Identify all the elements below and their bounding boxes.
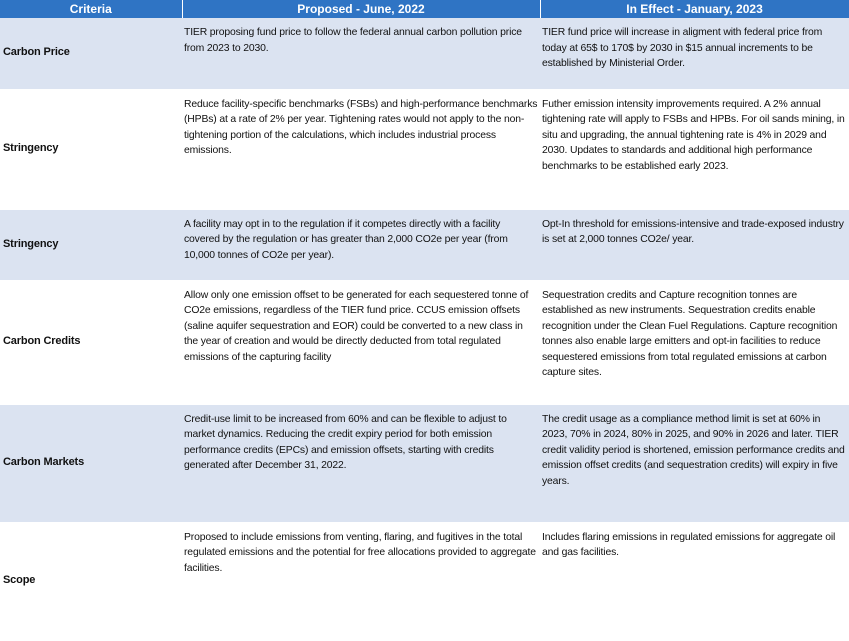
row-proposed: A facility may opt in to the regulation if it competes directly with a facility covered by the regulation or has greater than 2,000 CO2e per year (from 10,000 tonnes of CO2e per year). (182, 209, 540, 280)
header-in-effect: In Effect - January, 2023 (540, 0, 849, 18)
row-criteria: Carbon Credits (0, 280, 182, 404)
row-in-effect: TIER fund price will increase in aligment with federal price from today at 65$ to 170$ by 2030 in $15 annual increments to be established by Ministerial Order. (540, 18, 849, 89)
header-proposed: Proposed - June, 2022 (182, 0, 540, 18)
row-in-effect: Futher emission intensity improvements required. A 2% annual tightening rate will apply to FSBs and HPBs. For oil sands mining, in situ and upgrading, the annual tightening rate is 4% in 2029 and 2030. Updates to standards and additional high performance benchmarks to be established early 2023. (540, 89, 849, 209)
row-criteria: Scope (0, 522, 182, 640)
row-proposed: Proposed to include emissions from venting, flaring, and fugitives in the total regulated emissions and the potential for free allocations provided to aggregate facilities. (182, 522, 540, 640)
table-row (0, 522, 849, 640)
table-row (0, 209, 849, 280)
row-proposed: Credit-use limit to be increased from 60% and can be flexible to adjust to market dynamics. Reducing the credit expiry period for both emission performance credits (EPCs) and emission offsets, starting with credits generated after December 31, 2022. (182, 404, 540, 522)
row-criteria: Stringency (0, 89, 182, 209)
row-criteria: Carbon Price (0, 18, 182, 89)
row-proposed: Reduce facility-specific benchmarks (FSBs) and high-performance benchmarks (HPBs) at a rate of 2% per year. Tightening rates would not apply to the non-tightening portion of the calculations, which includes industrial process emissions. (182, 89, 540, 209)
table-row (0, 404, 849, 522)
row-in-effect: Sequestration credits and Capture recognition tonnes are established as new instruments. Sequestration credits enable recognition under the Clean Fuel Regulations. Capture recognition tonnes also enable large emitters and opt-in facilities to reduce sequestered emissions from total regulated emissions at carbon capture sites. (540, 280, 849, 404)
row-proposed: TIER proposing fund price to follow the federal annual carbon pollution price from 2023 to 2030. (182, 18, 540, 89)
table-row (0, 280, 849, 404)
row-in-effect: The credit usage as a compliance method limit is set at 60% in 2023, 70% in 2024, 80% in 2025, and 90% in 2026 and later. TIER credit validity period is shortened, emission performance credits and emission offset credits (and sequestration credits) will expiry in five years. (540, 404, 849, 522)
row-in-effect: Opt-In threshold for emissions-intensive and trade-exposed industry is set at 2,000 tonnes CO2e/ year. (540, 209, 849, 280)
row-proposed: Allow only one emission offset to be generated for each sequestered tonne of CO2e emissions, regardless of the TIER fund price. CCUS emission offsets (saline aquifer sequestration and EOR) could be converted to a new class in the year of creation and would be directly deducted from total regulated emissions of the capturing facility (182, 280, 540, 404)
table-row (0, 18, 849, 89)
header-criteria: Criteria (0, 0, 182, 18)
row-criteria: Carbon Markets (0, 404, 182, 522)
row-criteria: Stringency (0, 209, 182, 280)
row-in-effect: Includes flaring emissions in regulated emissions for aggregate oil and gas facilities. (540, 522, 849, 640)
table-header (0, 0, 849, 18)
table-row (0, 89, 849, 209)
